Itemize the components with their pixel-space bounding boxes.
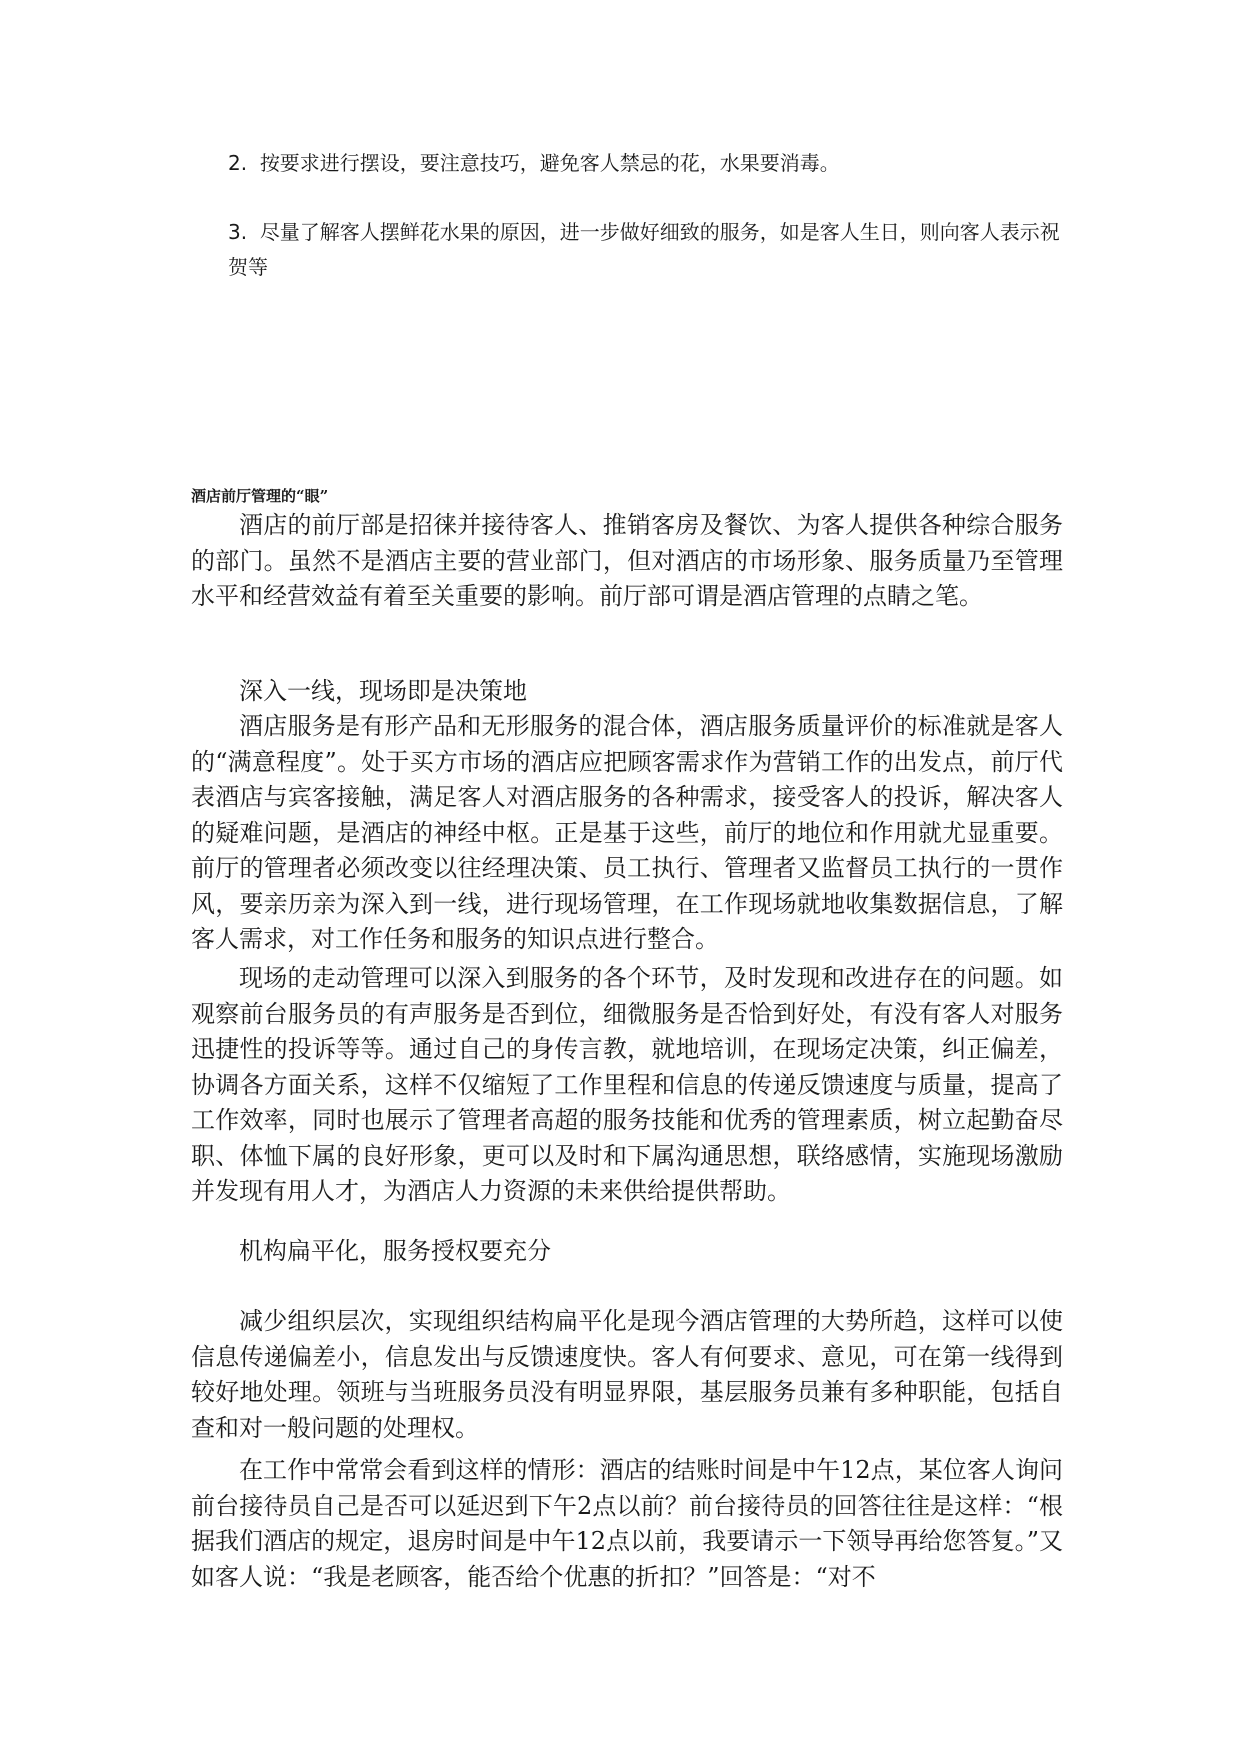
section2-paragraph-1: 减少组织层次，实现组织结构扁平化是现今酒店管理的大势所趋，这样可以使信息传递偏差小，信息发出与反馈速度快。客人有何要求、意见，可在第一线得到较好地处理。领班与当班服务员没有明显界限，基层服务员兼有多种职能，包括自查和对一般问题的处理权。 [191,1307,1063,1442]
intro-paragraph: 酒店的前厅部是招徕并接待客人、推销客房及餐饮、为客人提供各种综合服务的部门。虽然不是酒店主要的营业部门，但对酒店的市场形象、服务质量乃至管理水平和经营效益有着至关重要的影响。前厅部可谓是酒店管理的点睛之笔。 [191,511,1063,610]
section2-paragraph-2: 在工作中常常会看到这样的情形：酒店的结账时间是中午12点，某位客人询问前台接待员自己是否可以延迟到下午2点以前？前台接待员的回答往往是这样：“根据我们酒店的规定，退房时间是中午12点以前，我要请示一下领导再给您答复。”又如客人说：“我是老顾客，能否给个优惠的折扣？”回答是：“对不 [191,1456,1063,1591]
list-text: 尽量了解客人摆鲜花水果的原因，进一步做好细致的服务，如是客人生日，则向客人表示祝贺等 [228,220,1060,279]
list-item-2 [228,146,1060,181]
section-heading-frontline: 深入一线，现场即是决策地 [239,677,527,705]
list-number: 3. [228,220,248,244]
list-text: 按要求进行摆设，要注意技巧，避免客人禁忌的花，水果要消毒。 [259,151,840,175]
list-item-3 [228,215,1060,285]
list-number: 2. [228,151,248,175]
section1-paragraph-2: 现场的走动管理可以深入到服务的各个环节，及时发现和改进存在的问题。如观察前台服务员的有声服务是否到位，细微服务是否恰到好处，有没有客人对服务迅捷性的投诉等等。通过自己的身传言教，就地培训，在现场定决策，纠正偏差，协调各方面关系，这样不仅缩短了工作里程和信息的传递反馈速度与质量，提高了工作效率，同时也展示了管理者高超的服务技能和优秀的管理素质，树立起勤奋尽职、体恤下属的良好形象，更可以及时和下属沟通思想，联络感情，实施现场激励并发现有用人才，为酒店人力资源的未来供给提供帮助。 [191,964,1063,1205]
article-title: 酒店前厅管理的“眼” [191,487,329,505]
section-heading-flat-structure: 机构扁平化，服务授权要充分 [239,1237,551,1265]
section1-paragraph-1: 酒店服务是有形产品和无形服务的混合体，酒店服务质量评价的标准就是客人的“满意程度”。处于买方市场的酒店应把顾客需求作为营销工作的出发点，前厅代表酒店与宾客接触，满足客人对酒店服务的各种需求，接受客人的投诉，解决客人的疑难问题，是酒店的神经中枢。正是基于这些，前厅的地位和作用就尤显重要。前厅的管理者必须改变以往经理决策、员工执行、管理者又监督员工执行的一贯作风，要亲历亲为深入到一线，进行现场管理，在工作现场就地收集数据信息，了解客人需求，对工作任务和服务的知识点进行整合。 [191,712,1063,953]
